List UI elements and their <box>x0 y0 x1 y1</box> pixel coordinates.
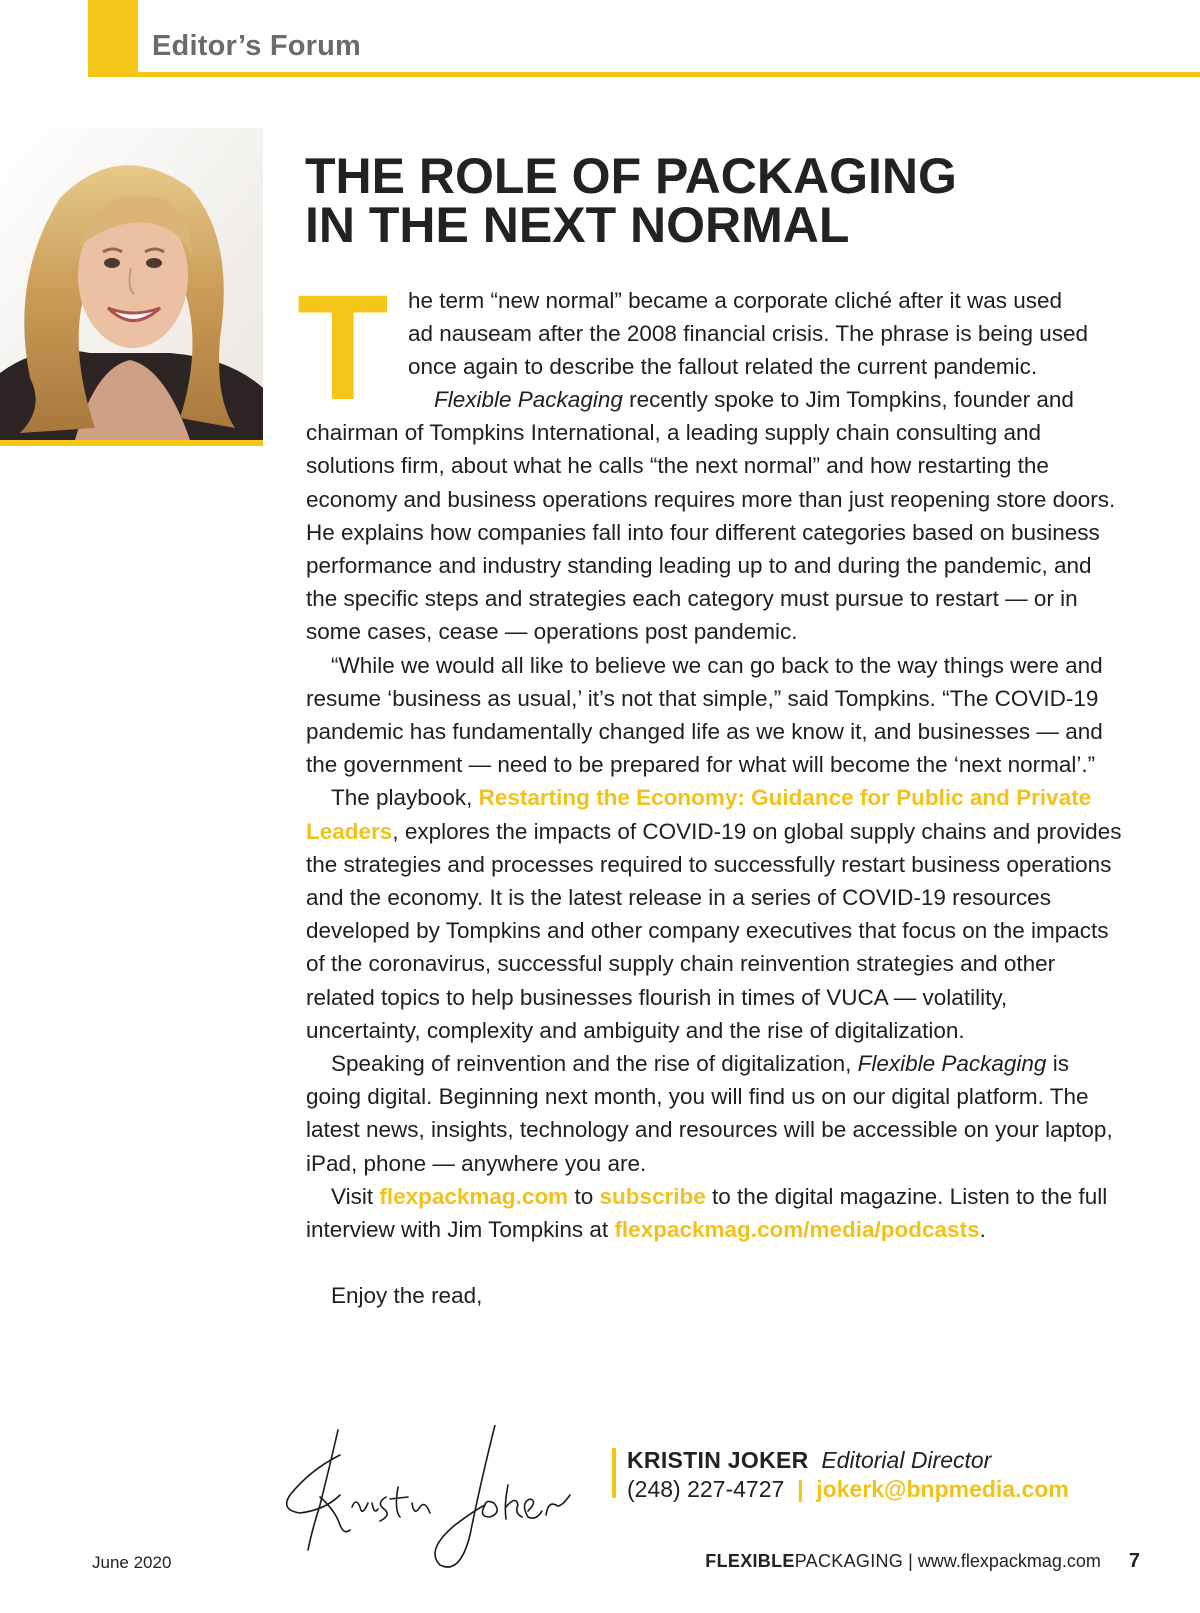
author-role: Editorial Director <box>821 1447 992 1473</box>
footer-date: June 2020 <box>92 1553 172 1572</box>
body-paragraph-1 <box>306 383 1126 649</box>
playbook-link[interactable]: Restarting the Economy: Guidance for Public and Private Leaders <box>306 785 1092 844</box>
article-title-line-1: THE ROLE OF PACKAGING <box>305 148 957 204</box>
paragraph-text: is going digital. Beginning next month, you will find us on our digital platform. The latest news, insights, technology and resources will be accessible on your laptop, iPad, phone — anywhere you are. <box>306 1051 1113 1176</box>
subscribe-link[interactable]: subscribe <box>599 1183 706 1209</box>
article-title <box>305 148 1105 253</box>
portrait-underline <box>0 440 263 446</box>
podcasts-link[interactable]: flexpackmag.com/media/podcasts <box>614 1217 980 1243</box>
paragraph-text: to the digital magazine. Listen to the full interview with Jim Tompkins at <box>306 1183 1108 1243</box>
body-paragraph-4 <box>306 1047 1126 1180</box>
body-paragraph-2: “While we would all like to believe we can go back to the way things were and resume ‘business as usual,’ it’s not that simple,” said Tompkins. “The COVID-19 pandemic has fundamentally changed life as we know it, and businesses — and the government — need to be prepared for what will become the ‘next normal’.” <box>306 652 1103 778</box>
author-phone: (248) 227-4727 <box>627 1476 785 1502</box>
paragraph-text: The playbook, <box>331 785 479 811</box>
brand-name-light: PACKAGING <box>794 1551 904 1571</box>
publication-name: Flexible Packaging <box>434 387 623 412</box>
intro-lines <box>408 284 1108 384</box>
editor-portrait-icon <box>0 128 263 440</box>
section-label: Editor’s Forum <box>152 30 362 62</box>
byline <box>627 1446 1187 1504</box>
header-rule <box>88 72 1200 77</box>
footer-brand <box>705 1550 1140 1573</box>
body-paragraph-3 <box>306 781 1126 1047</box>
paragraph-text: . <box>979 1217 986 1243</box>
header-accent-block <box>88 0 138 77</box>
byline-separator: | <box>797 1476 804 1502</box>
paragraph-text: recently spoke to Jim Tompkins, founder and chairman of Tompkins International, a leading supply chain consulting and solutions firm, about what he calls “the next normal” and how restarting the economy and business operations requires more than just reopening store doors. He explains how companies fall into four different categories based on business performance and industry standing leading up to and during the pandemic, and the specific steps and strategies each category must pursue to restart — or in some cases, cease — operations post pandemic. <box>306 387 1116 645</box>
intro-line: once again to describe the fallout related the current pandemic. <box>408 354 1038 380</box>
paragraph-text: to <box>568 1183 600 1209</box>
byline-accent-bar <box>612 1448 616 1498</box>
article-title-line-2: IN THE NEXT NORMAL <box>305 197 850 253</box>
paragraph-text: , explores the impacts of COVID-19 on global supply chains and provides the strategies and processes required to successfully restart business operations and the economy. It is the latest release in a series of COVID-19 resources developed by Tompkins and other company executives that focus on the impacts of the coronavirus, successful supply chain reinvention strategies and other related topics to help businesses flourish in times of VUCA — volatility, uncertainty, complexity and ambiguity and the rise of digitalization. <box>306 818 1122 1043</box>
intro-line: he term “new normal” became a corporate cliché after it was used <box>408 288 1063 313</box>
website-link[interactable]: flexpackmag.com <box>379 1183 569 1209</box>
drop-cap: T <box>297 263 389 431</box>
byline-line-1 <box>627 1446 1187 1475</box>
publication-name: Flexible Packaging <box>857 1051 1047 1077</box>
paragraph-text: Speaking of reinvention and the rise of digitalization, <box>331 1051 858 1077</box>
article-body <box>306 383 1126 1312</box>
page-number: 7 <box>1128 1550 1140 1572</box>
brand-name-bold: FLEXIBLE <box>705 1551 795 1571</box>
footer-website[interactable]: www.flexpackmag.com <box>917 1551 1101 1571</box>
body-paragraph-5 <box>306 1180 1126 1246</box>
intro-line: ad nauseam after the 2008 financial crisis. The phrase is being used <box>408 321 1088 347</box>
closing-line: Enjoy the read, <box>331 1283 483 1309</box>
author-email-link[interactable]: jokerk@bnpmedia.com <box>816 1476 1069 1502</box>
byline-line-2 <box>627 1475 1187 1504</box>
author-name: KRISTIN JOKER <box>627 1447 809 1473</box>
paragraph-text: Visit <box>331 1183 380 1209</box>
footer-separator: | <box>908 1551 913 1571</box>
signature-icon <box>280 1425 600 1585</box>
